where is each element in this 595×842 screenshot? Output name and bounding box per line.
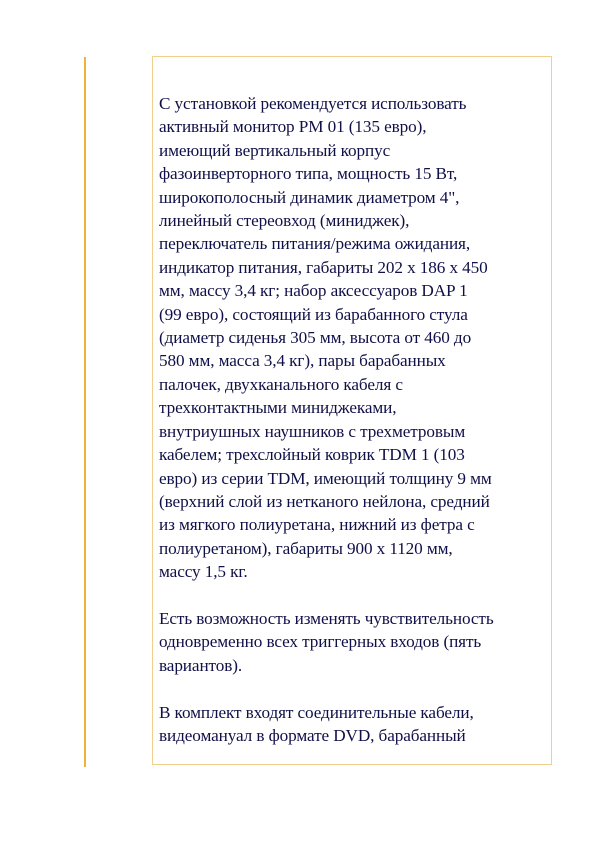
text-line: фазоинверторного типа, мощность 15 Вт, bbox=[159, 164, 458, 184]
text-line: В комплект входят соединительные кабели, bbox=[159, 702, 474, 722]
text-line: внутриушных наушников с трехметровым bbox=[159, 421, 466, 441]
paragraph-package-contents bbox=[159, 701, 551, 748]
text-line: видеомануал в формате DVD, барабанный bbox=[159, 725, 466, 745]
text-line: имеющий вертикальный корпус bbox=[159, 140, 391, 160]
text-line: кабелем; трехслойный коврик TDM 1 (103 bbox=[159, 445, 465, 465]
text-line: переключатель питания/режима ожидания, bbox=[159, 234, 471, 254]
text-frame bbox=[152, 56, 552, 765]
text-line: (99 евро), состоящий из барабанного стула bbox=[159, 304, 468, 324]
text-line: широкополосный динамик диаметром 4", bbox=[159, 187, 460, 207]
text-line: Есть возможность изменять чувствительность bbox=[159, 608, 494, 628]
text-line: палочек, двухканального кабеля с bbox=[159, 374, 403, 394]
left-margin-rule bbox=[84, 57, 86, 767]
text-line: (верхний слой из нетканого нейлона, средний bbox=[159, 491, 490, 511]
text-line: активный монитор PM 01 (135 евро), bbox=[159, 117, 427, 137]
text-line: индикатор питания, габариты 202 х 186 х 450 bbox=[159, 257, 488, 277]
text-line: вариантов). bbox=[159, 655, 243, 675]
text-line: линейный стереовход (миниджек), bbox=[159, 211, 410, 231]
body-text bbox=[159, 92, 551, 747]
text-line: одновременно всех триггерных входов (пять bbox=[159, 632, 482, 652]
paragraph-gap bbox=[159, 584, 551, 607]
text-line: полиуретаном), габариты 900 х 1120 мм, bbox=[159, 538, 453, 558]
paragraph-sensitivity bbox=[159, 607, 551, 677]
text-line: С установкой рекомендуется использовать bbox=[159, 94, 467, 113]
text-line: мм, массу 3,4 кг; набор аксессуаров DAP 1 bbox=[159, 281, 468, 301]
paragraph-gap bbox=[159, 677, 551, 700]
text-line: массу 1,5 кг. bbox=[159, 562, 248, 582]
text-line: евро) из серии TDM, имеющий толщину 9 мм bbox=[159, 468, 492, 488]
paragraph-accessories bbox=[159, 92, 551, 584]
text-line: 580 мм, масса 3,4 кг), пары барабанных bbox=[159, 351, 446, 371]
text-line: (диаметр сиденья 305 мм, высота от 460 до bbox=[159, 328, 472, 348]
text-line: трехконтактными миниджеками, bbox=[159, 398, 397, 418]
text-line: из мягкого полиуретана, нижний из фетра с bbox=[159, 515, 475, 535]
